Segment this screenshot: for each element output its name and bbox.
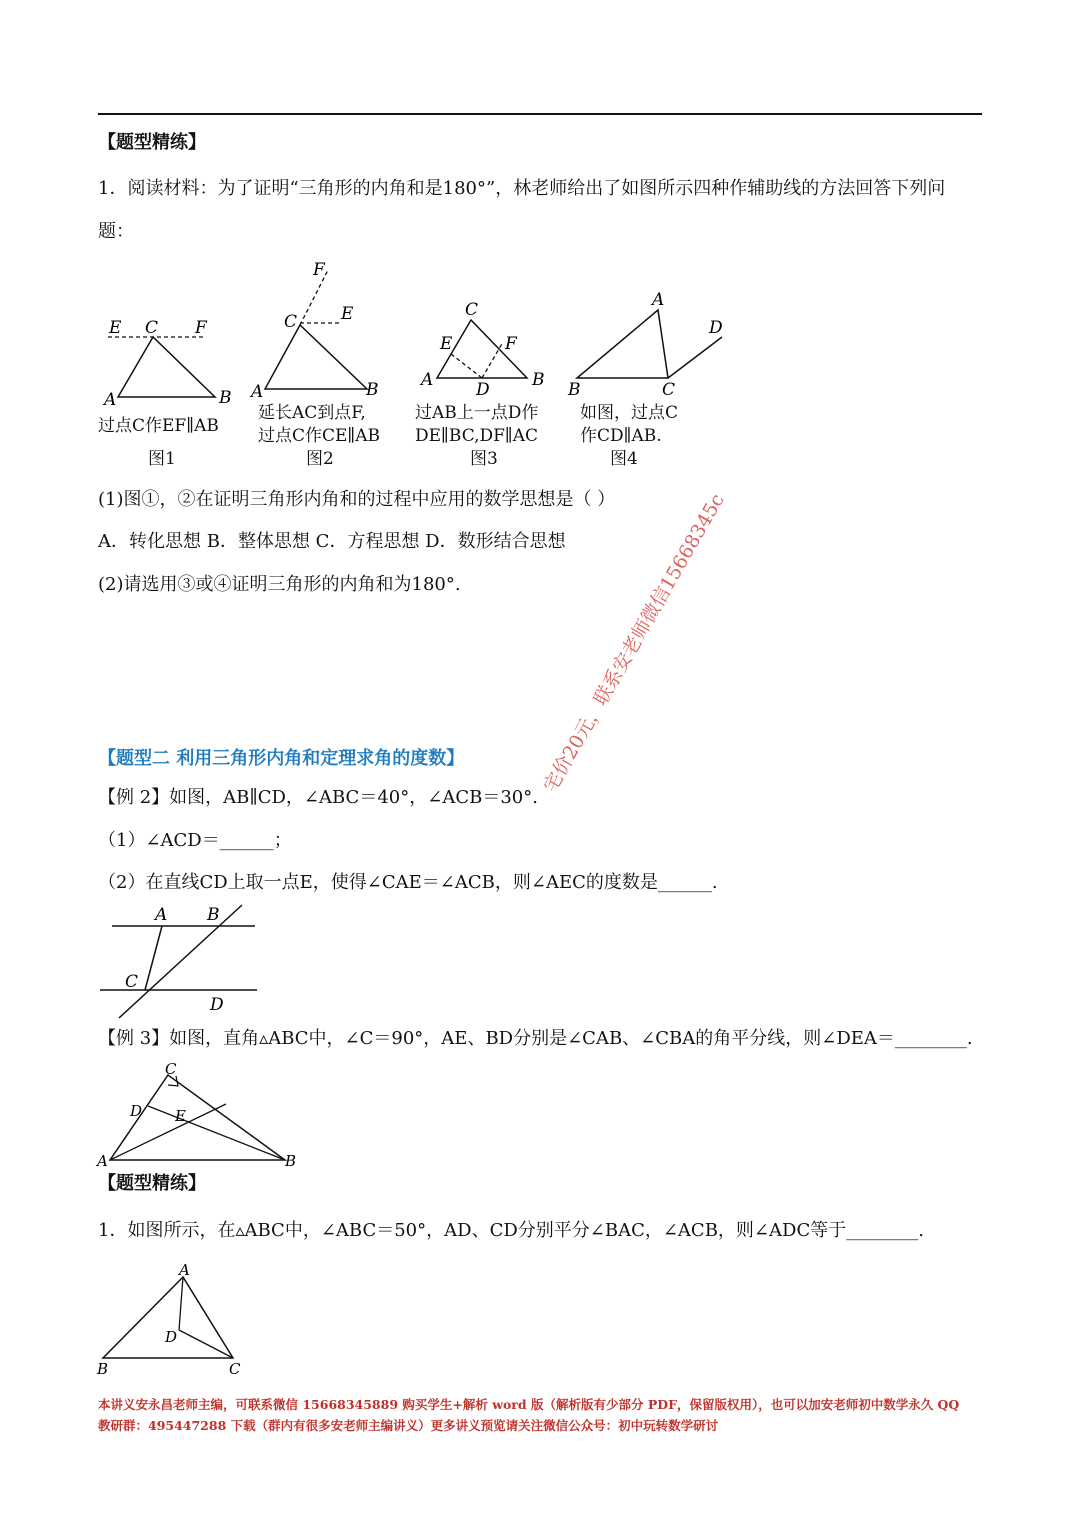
fig2-label-F: F: [313, 260, 325, 280]
footer-line1: 本讲义安永昌老师主编，可联系微信 15668345889 购买学生+解析 word 版（解析版有少部分 PDF，保留版权用），也可以加安老师初中数学永久 QQ: [98, 1397, 960, 1412]
example3-figure: [95, 1058, 305, 1170]
figure-2: [249, 260, 379, 402]
ex3-label-C: C: [165, 1060, 177, 1078]
fig3-label-B: B: [532, 370, 545, 390]
fig3-label-D: D: [476, 380, 490, 400]
fig4-label-D: D: [709, 318, 723, 338]
section-heading-practice-2: 【题型精练】: [98, 1173, 206, 1194]
fig2-caption-line1: 延长AC到点F,: [258, 403, 366, 423]
fig1-label-C: C: [145, 318, 159, 338]
ex2-label-C: C: [125, 972, 139, 992]
header-rule: [98, 113, 982, 115]
example2-stem: 【例 2】如图，AB∥CD，∠ABC＝40°，∠ACB＝30°.: [98, 787, 538, 808]
ex3-label-D: D: [130, 1102, 143, 1120]
fig4-caption-line1: 如图，过点C: [580, 403, 679, 423]
figure-1: [102, 318, 232, 410]
practice1-figure: [95, 1262, 255, 1380]
fig3-label-C: C: [465, 300, 479, 320]
problem1-question1: (1)图①，②在证明三角形内角和的过程中应用的数学思想是（ ）: [98, 489, 616, 510]
fig1-caption-number: 图1: [148, 449, 176, 469]
section-heading-practice: 【题型精练】: [98, 132, 206, 153]
ex3-label-A: A: [97, 1152, 108, 1170]
fig2-caption-number: 图2: [306, 449, 334, 469]
problem1-options: A．转化思想 B．整体思想 C．方程思想 D．数形结合思想: [98, 531, 566, 552]
auxiliary-figures: [95, 255, 755, 415]
fig1-caption-line1: 过点C作EF∥AB: [98, 416, 219, 436]
problem1-text-line2: 题：: [98, 221, 134, 242]
practice1-label-D: D: [165, 1328, 178, 1346]
fig3-caption-number: 图3: [470, 449, 498, 469]
practice1-label-C: C: [229, 1360, 241, 1378]
problem1-text-line1: 1．阅读材料：为了证明“三角形的内角和是180°”，林老师给出了如图所示四种作辅助线的方法回答下列问: [98, 178, 946, 199]
fig4-label-B: B: [568, 380, 581, 400]
fig4-caption-number: 图4: [610, 449, 638, 469]
fig2-caption-line2: 过点C作CE∥AB: [258, 426, 381, 446]
fig2-label-E: E: [341, 304, 354, 324]
fig1-label-B: B: [219, 388, 232, 408]
section-heading-type2: 【题型二 利用三角形内角和定理求角的度数】: [98, 748, 465, 769]
example2-question1: （1）∠ACD＝______；: [98, 830, 292, 851]
fig4-label-A: A: [652, 290, 665, 310]
problem1-question2: (2)请选用③或④证明三角形的内角和为180°.: [98, 574, 461, 595]
fig3-label-F: F: [505, 334, 517, 354]
footer-line2: 教研群：495447288 下载（群内有很多安老师主编讲义）更多讲义预览请关注微信公众号：初中玩转数学研讨: [98, 1418, 719, 1433]
ex2-label-A: A: [155, 905, 168, 925]
fig3-caption-line1: 过AB上一点D作: [415, 403, 539, 423]
fig1-label-A: A: [104, 390, 117, 410]
example2-figure: [95, 900, 270, 1020]
fig2-label-A: A: [251, 382, 264, 402]
fig4-caption-line2: 作CD∥AB.: [580, 426, 662, 446]
practice1-label-A: A: [179, 1262, 190, 1279]
fig2-label-C: C: [284, 312, 298, 332]
fig1-label-E: E: [109, 318, 122, 338]
fig3-label-A: A: [421, 370, 434, 390]
example3-stem: 【例 3】如图，直角▵ABC中，∠C＝90°，AE、BD分别是∠CAB、∠CBA的角平分线，则∠DEA＝________.: [98, 1028, 973, 1049]
practice1-stem: 1．如图所示，在▵ABC中，∠ABC＝50°，AD、CD分别平分∠BAC，∠ACB，则∠ADC等于________.: [98, 1220, 924, 1241]
figure-3: [419, 300, 545, 400]
fig1-label-F: F: [195, 318, 207, 338]
ex2-label-D: D: [210, 995, 224, 1015]
example2-question2: （2）在直线CD上取一点E，使得∠CAE＝∠ACB，则∠AEC的度数是______.: [98, 872, 718, 893]
watermark-text: 宅价20元，联系安老师微信15668345c: [539, 490, 729, 796]
practice1-label-B: B: [97, 1360, 109, 1378]
fig3-label-E: E: [440, 334, 453, 354]
ex2-label-B: B: [207, 905, 220, 925]
fig4-label-C: C: [662, 380, 676, 400]
figure-4: [567, 290, 723, 400]
fig3-caption-line2: DE∥BC,DF∥AC: [415, 426, 539, 446]
fig2-label-B: B: [366, 380, 379, 400]
ex3-label-B: B: [285, 1152, 297, 1170]
ex3-label-E: E: [175, 1107, 186, 1125]
